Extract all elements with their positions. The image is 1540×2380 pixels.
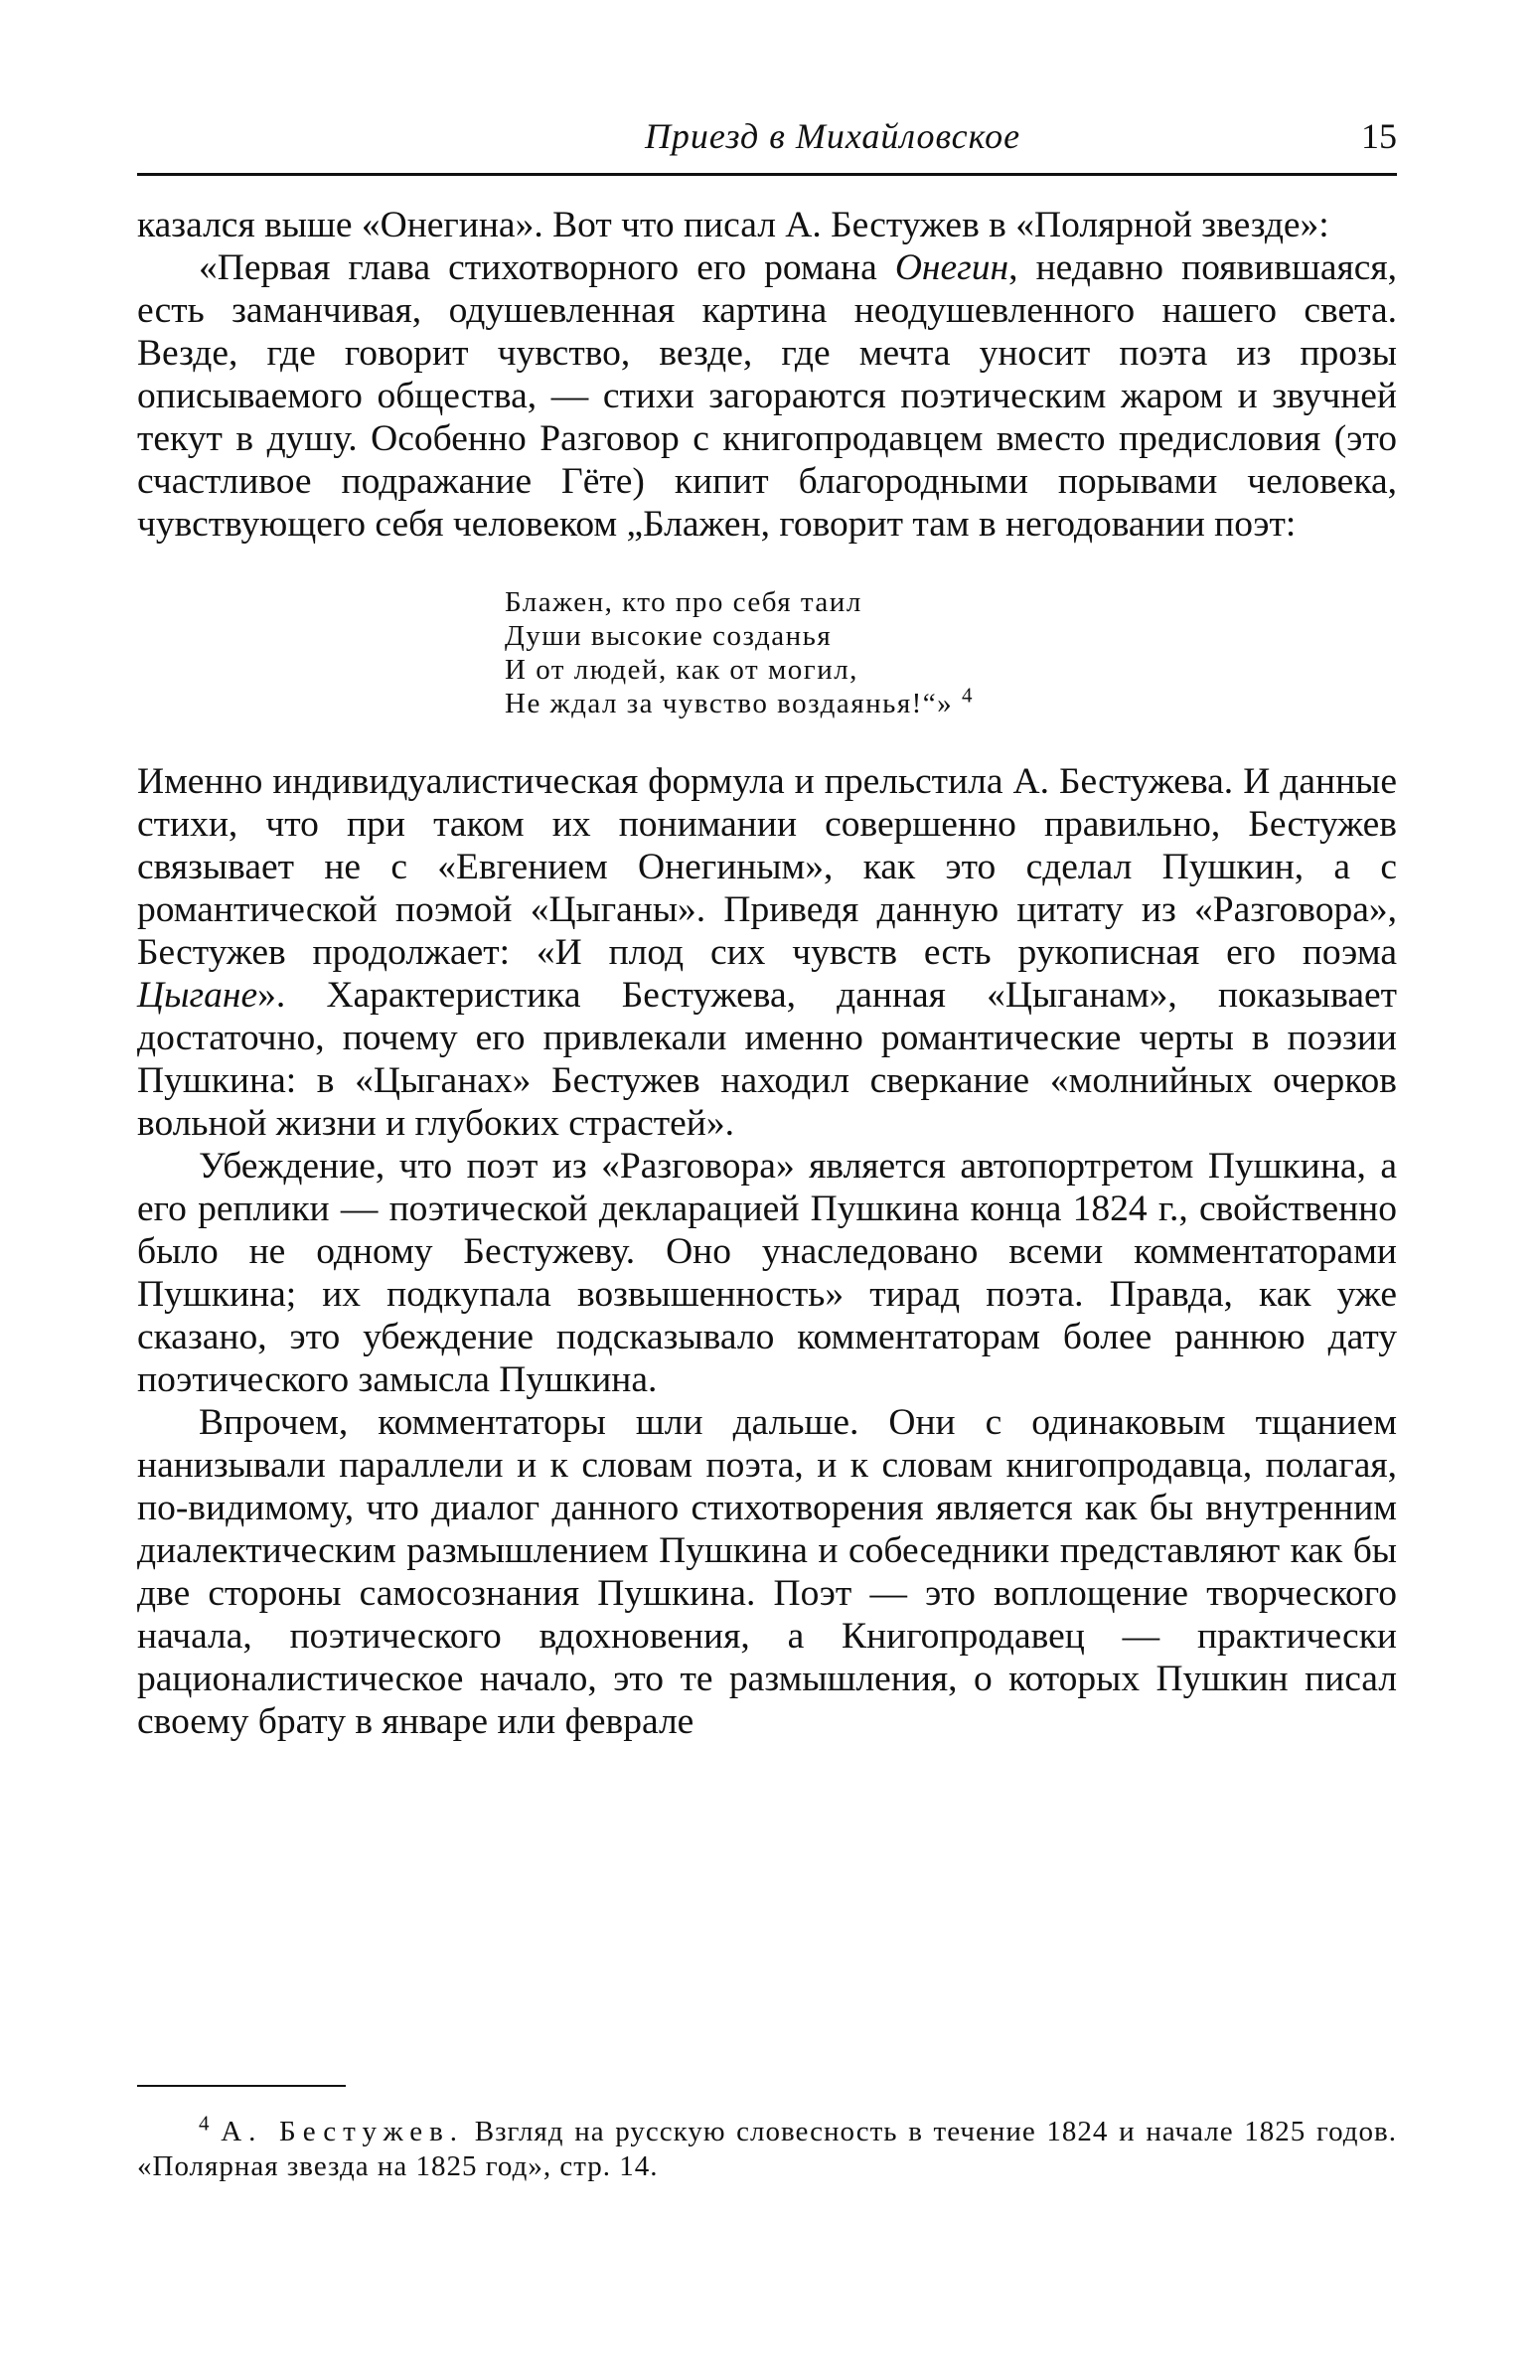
main-text xyxy=(137,204,1397,1743)
quote-text-end: , недавно появившаяся, есть заманчивая, одушевленная картина неодушевленного нашего света. Везде, где говорит чувство, везде, где мечта уносит поэта из прозы описываемого общества, — стихи загораются поэтическим жаром и звучней текут в душу. Особенно Разговор с книгопродавцем вместо предисловия (это счастливое подражание Гёте) кипит благородными порывами человека, чувствующего себя человеком „Блажен, говорит там в негодовании поэт: xyxy=(137,247,1397,545)
quote-italic-title: Онегин xyxy=(894,247,1009,288)
page-header xyxy=(137,111,1397,176)
verse-line: И от людей, как от могил, xyxy=(505,654,858,686)
quote-text-start: «Первая глава стихотворного его романа xyxy=(199,247,895,288)
paragraph-text-end: ». Характеристика Бестужева, данная «Цыганам», показывает достаточно, почему его привлекали именно романтические черты в поэзии Пушкина: в «Цыганах» Бестужев находил сверкание «молнийных очерков вольной жизни и глубоких страстей». xyxy=(137,975,1397,1144)
footnote-text: Взгляд на русскую словесность в течение 1824 и начале 1825 годов. «Полярная звезда на 1825 год», стр. 14. xyxy=(137,2116,1397,2182)
verse-line: Блажен, кто про себя таил xyxy=(505,586,862,618)
verse-line xyxy=(505,683,1397,720)
paragraph-continued: казался выше «Онегина». Вот что писал А. Бестужев в «Полярной звезде»: xyxy=(137,205,1329,245)
footnote-marker: 4 xyxy=(199,2111,211,2136)
running-title: Приезд в Михайловское xyxy=(644,116,1021,156)
paragraph: Впрочем, комментаторы шли дальше. Они с одинаковым тщанием нанизывали параллели и к словам поэта, и к словам книгопродавца, полагая, по-видимому, что диалог данного стихотворения является как бы внутренним диалектическим размышлением Пушкина и собеседники представляют как бы две стороны самосознания Пушкина. Поэт — это воплощение творческого начала, поэтического вдохновения, а Книгопродавец — практически рационалистическое начало, это те размышления, о которых Пушкин писал своему брату в январе или феврале xyxy=(137,1402,1397,1742)
verse-line-text: Не ждал за чувство воздаянья!“» xyxy=(505,688,954,719)
paragraph: Убеждение, что поэт из «Разговора» является автопортретом Пушкина, а его реплики — поэтической декларацией Пушкина конца 1824 г., свойственно было не одному Бестужеву. Оно унаследовано всеми комментаторами Пушкина; их подкупала возвышенность» тирад поэта. Правда, как уже сказано, это убеждение подсказывало комментаторам более раннюю дату поэтического замысла Пушкина. xyxy=(137,1146,1397,1400)
footnote-reference: 4 xyxy=(961,683,974,708)
paragraph-italic-title: Цыгане xyxy=(137,975,258,1016)
verse-line: Души высокие созданья xyxy=(505,620,833,652)
paragraph xyxy=(137,760,1397,1145)
footnote xyxy=(137,2111,1397,2184)
paragraph-quote xyxy=(137,246,1397,546)
page-number: 15 xyxy=(1361,116,1397,156)
footnote-divider xyxy=(137,2085,346,2087)
verse-quote xyxy=(505,585,1397,720)
footnote-author: А. Бестужев. xyxy=(221,2116,465,2147)
paragraph-text-start: Именно индивидуалистическая формула и прельстила А. Бестужева. И данные стихи, что при таком их понимании совершенно правильно, Бестужев связывает не с «Евгением Онегиным», как это сделал Пушкин, а с романтической поэмой «Цыганы». Приведя данную цитату из «Разговора», Бестужев продолжает: «И плод сих чувств есть рукописная его поэма xyxy=(137,761,1397,973)
